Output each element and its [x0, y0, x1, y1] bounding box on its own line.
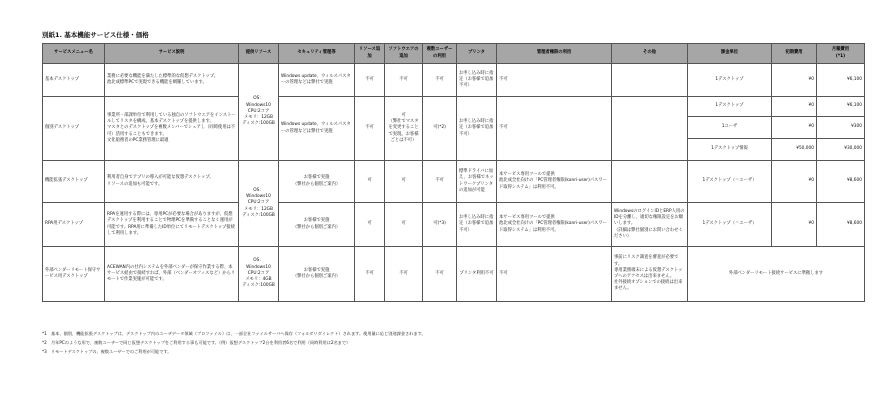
security-cell: Windows update、ウィルスパスターの管理などは弊社で実施: [279, 64, 355, 97]
resource-add-cell: 不可: [355, 97, 385, 161]
header-software-add: ソフトウエアの追加: [385, 44, 423, 64]
monthly-fee-cell: ¥300: [817, 117, 865, 139]
other-cell: WindowsのログインIDとERP人用のIDを分離し、適切な権限設定をお願いします。 （詳細は弊社個別にお問い合わせください）: [612, 203, 688, 247]
monthly-fee-cell: ¥6,100: [817, 64, 865, 97]
header-monthly-fee: 月額費用 (*1): [817, 44, 865, 64]
footnotes: [42, 330, 426, 356]
other-cell: [612, 64, 688, 97]
security-cell: お客様で実施 （弊社から個別ご案内）: [279, 161, 355, 203]
software-add-cell: 可: [385, 161, 423, 203]
other-cell: 事前にリスク調査を審査が必要です。 専用業務端末による仮想デスクトップへのアクセスは出来ません。 社外接続オプションでの接続は出来ません。: [612, 247, 688, 302]
multi-user-cell: 可(*3): [423, 203, 457, 247]
header-admin: 管理者権限の利用: [497, 44, 612, 64]
initial-fee-cell: ¥0: [772, 64, 817, 97]
footnote-2: *2 月年PCのような形で、複数ユーザーで同じ仮想デスクトップをご利用する事も可能です。（例）仮想デスクトップ2台を利用者6名で利用（同時利用は2名まで）: [42, 339, 351, 345]
header-printer: プリンタ: [457, 44, 497, 64]
resource-add-cell: 不可: [355, 64, 385, 97]
admin-cell: 不可: [497, 64, 612, 97]
service-description: 業務に必要な機能を満たした標準的な仮想デスクトップ。 池北成標準PCで実現できる機能を網羅しています。: [105, 64, 239, 97]
header-initial-fee: 初期費用: [772, 44, 817, 64]
service-name: 基本デスクトップ: [43, 64, 105, 97]
multi-user-cell: 不可: [423, 247, 457, 302]
security-cell: Windows update、ウィルスパスターの管理などは弊社で実施: [279, 97, 355, 161]
initial-fee-cell: ¥0: [772, 97, 817, 117]
billing-unit-cell: 1ユーザ: [688, 117, 772, 139]
printer-cell: プリンタ利用不可: [457, 247, 497, 302]
initial-fee-cell: ¥0: [772, 203, 817, 247]
resource-add-cell: 可: [355, 203, 385, 247]
printer-cell: 標準ドライバに加え、お客様でネットワークプリンタの追加が可能: [457, 161, 497, 203]
multi-user-cell: 可(*2): [423, 97, 457, 161]
service-description: 事業所・部課単位で利用している独自のソフトウエアをインストールしてリスタを構成。基本デスクトップを提供します。 マスタとのデスクトップを複数メンバーでシェアし（同時使用は不可）活用することもできます。 文化船務者のPC業務管理に最適: [105, 97, 239, 161]
resources-cell: OS：Windows10 CPU:2コア メモリ：12GB ディスク:100GB: [239, 64, 279, 161]
billing-unit-cell: 1デスクトップ: [688, 97, 772, 117]
table-header-row: [43, 44, 865, 64]
billing-unit-cell: 1デスクトップ（＝ユーザ）: [688, 161, 772, 203]
table-row: [43, 64, 865, 97]
software-add-cell: 不可: [385, 247, 423, 302]
table-row: [43, 247, 865, 302]
multi-user-cell: 不可: [423, 64, 457, 97]
software-add-cell: 不可: [385, 64, 423, 97]
other-cell: [612, 161, 688, 203]
service-description: 利用者自身でアプリの導入が可能な仮想デスクトップ。 リソースの追加も可能です。: [105, 161, 239, 203]
header-billing-unit: 課金単位: [688, 44, 772, 64]
resources-cell: OS：Windows10 CPU:2コア メモリ：4GB ディスク:100GB: [239, 247, 279, 302]
software-add-cell: 可: [385, 203, 423, 247]
software-add-cell: 可 （弊社でマスタを変更することで実現。お客様ごとは不可）: [385, 97, 423, 161]
billing-unit-cell: 1デスクトップ情報: [688, 139, 772, 161]
resources-cell: OS：Windows10 CPU:2コア メモリ：12GB ディスク:100GB: [239, 161, 279, 247]
header-service-name: サービスメニュー名: [43, 44, 105, 64]
billing-unit-cell: 1デスクトップ（＝ユーザ）: [688, 203, 772, 247]
billing-unit-cell: 1デスクトップ: [688, 64, 772, 97]
service-description: RPAを運用する際には、専用PCが必要な場合がありますが、仮想デスクトップを利用することで物理PCを準備することなく運用が可能です。RPA用に準備したID単位にてリモートデスクトップ接続して利用します。: [105, 203, 239, 247]
monthly-fee-cell: ¥8,600: [817, 203, 865, 247]
security-cell: お客様で実施 （弊社から個別ご案内）: [279, 247, 355, 302]
header-security: セキュリティ管理等: [279, 44, 355, 64]
service-description: ACEWAN内の社内システムを外部ベンダーが保守作業する際、本サービス経由で接続すれば、外部（ベンダーオフィスなど）からリモートで作業実施が可能です。: [105, 247, 239, 302]
billing-span-cell: 外部ベンダーリモート接続サービスに準拠します: [688, 247, 865, 302]
multi-user-cell: 不可: [423, 161, 457, 203]
admin-cell: 不可: [497, 247, 612, 302]
security-cell: お客様で実施 （弊社から個別ご案内）: [279, 203, 355, 247]
service-spec-table: [42, 43, 865, 302]
printer-cell: お申し込み時に指定（お客様で追加不可）: [457, 97, 497, 161]
header-description: サービス説明: [105, 44, 239, 64]
initial-fee-cell: ¥0: [772, 117, 817, 139]
printer-cell: お申し込み時に指定（お客様で追加不可）: [457, 64, 497, 97]
table-row: [43, 161, 865, 203]
other-cell: [612, 97, 688, 161]
initial-fee-cell: ¥50,000: [772, 139, 817, 161]
service-name: 個別デスクトップ: [43, 97, 105, 161]
admin-cell: 本サービス専用ツールで提供 池北成全社向けの「PC管理者権限(kanri-user)パスワード取得システム」は利用不可。: [497, 203, 612, 247]
service-name: RPA用デスクトップ: [43, 203, 105, 247]
footnote-3: *3 リモートデスクトップの、複数ユーザーでのご利用が可能です。: [42, 348, 172, 354]
admin-cell: 本サービス専用ツールで提供 池北成全社向けの「PC管理者権限(kanri-user)パスワード取得システム」は利用不可。: [497, 161, 612, 203]
header-multi-user: 複数ユーザーの利用: [423, 44, 457, 64]
table-row: [43, 97, 865, 117]
monthly-fee-cell: ¥30,000: [817, 139, 865, 161]
monthly-fee-cell: ¥8,600: [817, 161, 865, 203]
initial-fee-cell: ¥0: [772, 161, 817, 203]
resource-add-cell: 不可: [355, 247, 385, 302]
printer-cell: お申し込み時に指定（お客様で追加不可）: [457, 203, 497, 247]
header-resources: 提供リソース: [239, 44, 279, 64]
header-other: その他: [612, 44, 688, 64]
monthly-fee-cell: ¥6,100: [817, 97, 865, 117]
admin-cell: 不可: [497, 97, 612, 161]
footnote-1: *1 基本、個別、機能拡張デスクトップは、デスクトップ内のユーザデータ領域（プロファイル）は、一部全社ファイルサーバへ保存（フォルダリダイレクト）されます。使用量に応じ別途課金されます。: [42, 331, 426, 336]
document-title: 別紙1. 基本機能サービス仕様・価格: [42, 31, 149, 39]
table-row: [43, 203, 865, 247]
resource-add-cell: 可: [355, 161, 385, 203]
service-name: 外部ベンダーリモート保守サービス用デスクトップ: [43, 247, 105, 302]
service-name: 機能拡張デスクトップ: [43, 161, 105, 203]
header-resource-add: リソース追加: [355, 44, 385, 64]
